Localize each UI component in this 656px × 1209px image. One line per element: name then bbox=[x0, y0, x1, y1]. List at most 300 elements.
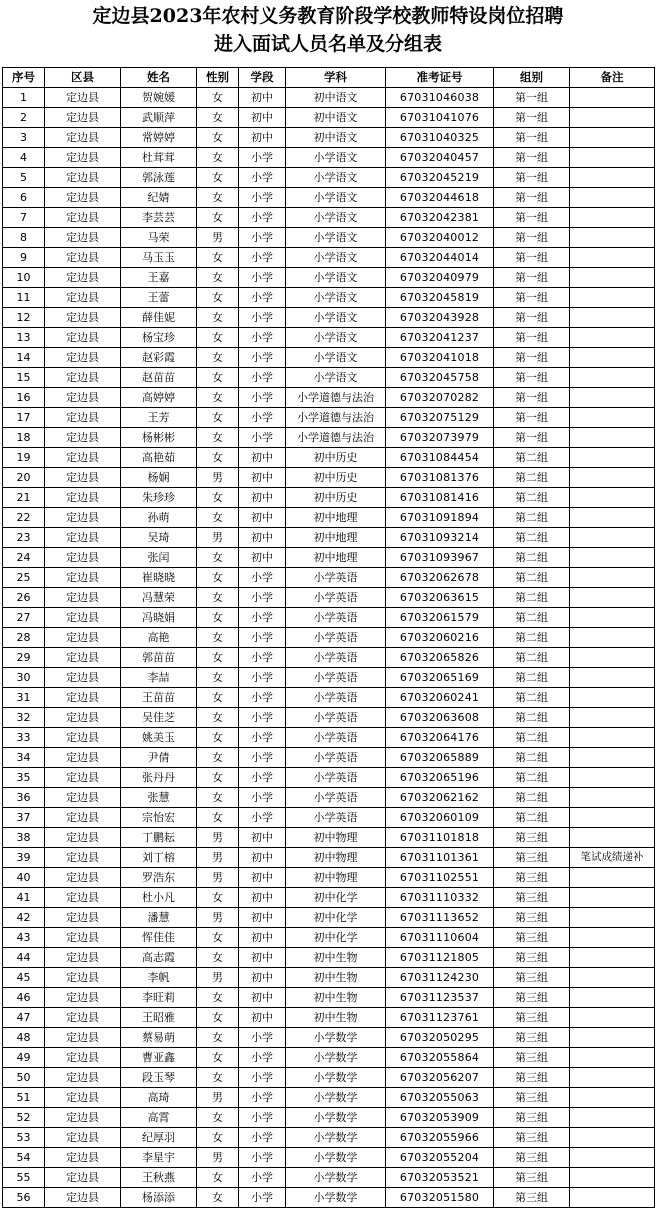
table-row bbox=[3, 288, 655, 308]
cell-exam-id: 67032055966 bbox=[386, 1128, 494, 1148]
cell-index: 51 bbox=[3, 1088, 45, 1108]
cell-name: 常婷婷 bbox=[121, 128, 197, 148]
cell-index: 43 bbox=[3, 928, 45, 948]
cell-name: 段玉琴 bbox=[121, 1068, 197, 1088]
document-title-line2: 进入面试人员名单及分组表 bbox=[213, 33, 442, 55]
cell-subject: 小学英语 bbox=[286, 568, 386, 588]
cell-gender: 女 bbox=[197, 948, 239, 968]
header-county: 区县 bbox=[45, 68, 121, 88]
cell-note bbox=[570, 1068, 655, 1088]
cell-gender: 女 bbox=[197, 788, 239, 808]
cell-group: 第一组 bbox=[494, 328, 570, 348]
cell-exam-id: 67032043928 bbox=[386, 308, 494, 328]
cell-county: 定边县 bbox=[45, 1088, 121, 1108]
cell-stage: 小学 bbox=[239, 1168, 286, 1188]
table-row bbox=[3, 868, 655, 888]
cell-note bbox=[570, 288, 655, 308]
cell-subject: 初中历史 bbox=[286, 448, 386, 468]
cell-name: 郭泳莲 bbox=[121, 168, 197, 188]
cell-name: 尹倩 bbox=[121, 748, 197, 768]
cell-group: 第二组 bbox=[494, 608, 570, 628]
cell-note bbox=[570, 908, 655, 928]
cell-exam-id: 67032041237 bbox=[386, 328, 494, 348]
cell-note bbox=[570, 628, 655, 648]
cell-gender: 女 bbox=[197, 148, 239, 168]
table-row bbox=[3, 148, 655, 168]
cell-group: 第三组 bbox=[494, 968, 570, 988]
cell-index: 5 bbox=[3, 168, 45, 188]
cell-exam-id: 67031041076 bbox=[386, 108, 494, 128]
cell-group: 第二组 bbox=[494, 588, 570, 608]
cell-subject: 初中物理 bbox=[286, 828, 386, 848]
cell-name: 武顺萍 bbox=[121, 108, 197, 128]
cell-index: 31 bbox=[3, 688, 45, 708]
cell-county: 定边县 bbox=[45, 428, 121, 448]
cell-subject: 小学语文 bbox=[286, 248, 386, 268]
cell-stage: 小学 bbox=[239, 268, 286, 288]
cell-subject: 初中化学 bbox=[286, 928, 386, 948]
cell-group: 第一组 bbox=[494, 188, 570, 208]
cell-stage: 初中 bbox=[239, 988, 286, 1008]
cell-note bbox=[570, 808, 655, 828]
cell-exam-id: 67031121805 bbox=[386, 948, 494, 968]
cell-group: 第二组 bbox=[494, 768, 570, 788]
cell-stage: 初中 bbox=[239, 848, 286, 868]
cell-name: 冯晓娟 bbox=[121, 608, 197, 628]
table-row bbox=[3, 368, 655, 388]
cell-gender: 男 bbox=[197, 1088, 239, 1108]
cell-county: 定边县 bbox=[45, 108, 121, 128]
table-row bbox=[3, 1088, 655, 1108]
cell-index: 3 bbox=[3, 128, 45, 148]
cell-exam-id: 67031110332 bbox=[386, 888, 494, 908]
cell-stage: 小学 bbox=[239, 428, 286, 448]
cell-subject: 初中地理 bbox=[286, 548, 386, 568]
cell-name: 高艳 bbox=[121, 628, 197, 648]
table-row bbox=[3, 1148, 655, 1168]
cell-county: 定边县 bbox=[45, 268, 121, 288]
cell-county: 定边县 bbox=[45, 968, 121, 988]
cell-exam-id: 67032040979 bbox=[386, 268, 494, 288]
cell-county: 定边县 bbox=[45, 608, 121, 628]
cell-county: 定边县 bbox=[45, 568, 121, 588]
cell-stage: 小学 bbox=[239, 588, 286, 608]
cell-gender: 男 bbox=[197, 468, 239, 488]
cell-subject: 小学语文 bbox=[286, 368, 386, 388]
cell-name: 张闰 bbox=[121, 548, 197, 568]
cell-county: 定边县 bbox=[45, 748, 121, 768]
cell-note bbox=[570, 1088, 655, 1108]
table-row bbox=[3, 848, 655, 868]
cell-subject: 小学语文 bbox=[286, 188, 386, 208]
cell-stage: 小学 bbox=[239, 348, 286, 368]
cell-note bbox=[570, 108, 655, 128]
cell-county: 定边县 bbox=[45, 1148, 121, 1168]
cell-name: 王秋燕 bbox=[121, 1168, 197, 1188]
cell-index: 26 bbox=[3, 588, 45, 608]
cell-note bbox=[570, 768, 655, 788]
cell-exam-id: 67032060109 bbox=[386, 808, 494, 828]
cell-stage: 初中 bbox=[239, 88, 286, 108]
cell-subject: 小学英语 bbox=[286, 708, 386, 728]
cell-stage: 小学 bbox=[239, 388, 286, 408]
cell-name: 王芳 bbox=[121, 408, 197, 428]
cell-stage: 小学 bbox=[239, 188, 286, 208]
cell-name: 高艳茹 bbox=[121, 448, 197, 468]
cell-note bbox=[570, 1108, 655, 1128]
cell-stage: 初中 bbox=[239, 948, 286, 968]
cell-stage: 小学 bbox=[239, 1128, 286, 1148]
cell-index: 17 bbox=[3, 408, 45, 428]
cell-exam-id: 67032065169 bbox=[386, 668, 494, 688]
cell-index: 19 bbox=[3, 448, 45, 468]
cell-county: 定边县 bbox=[45, 248, 121, 268]
cell-name: 王蕾 bbox=[121, 288, 197, 308]
cell-name: 李芸芸 bbox=[121, 208, 197, 228]
cell-group: 第二组 bbox=[494, 488, 570, 508]
cell-stage: 小学 bbox=[239, 1048, 286, 1068]
table-row bbox=[3, 408, 655, 428]
cell-stage: 小学 bbox=[239, 1028, 286, 1048]
table-row bbox=[3, 548, 655, 568]
cell-county: 定边县 bbox=[45, 1068, 121, 1088]
cell-group: 第三组 bbox=[494, 1068, 570, 1088]
cell-gender: 女 bbox=[197, 208, 239, 228]
cell-name: 吴佳芝 bbox=[121, 708, 197, 728]
cell-exam-id: 67032055063 bbox=[386, 1088, 494, 1108]
cell-exam-id: 67032053909 bbox=[386, 1108, 494, 1128]
cell-name: 崔晓晓 bbox=[121, 568, 197, 588]
cell-exam-id: 67032061579 bbox=[386, 608, 494, 628]
header-group: 组别 bbox=[494, 68, 570, 88]
cell-stage: 小学 bbox=[239, 328, 286, 348]
cell-group: 第一组 bbox=[494, 388, 570, 408]
cell-subject: 初中地理 bbox=[286, 508, 386, 528]
cell-exam-id: 67032050295 bbox=[386, 1028, 494, 1048]
cell-exam-id: 67032044618 bbox=[386, 188, 494, 208]
cell-county: 定边县 bbox=[45, 228, 121, 248]
cell-note bbox=[570, 188, 655, 208]
cell-note bbox=[570, 708, 655, 728]
cell-index: 8 bbox=[3, 228, 45, 248]
cell-index: 29 bbox=[3, 648, 45, 668]
cell-subject: 小学语文 bbox=[286, 308, 386, 328]
table-row bbox=[3, 828, 655, 848]
cell-county: 定边县 bbox=[45, 928, 121, 948]
cell-index: 1 bbox=[3, 88, 45, 108]
cell-exam-id: 67031040325 bbox=[386, 128, 494, 148]
cell-stage: 小学 bbox=[239, 248, 286, 268]
cell-index: 39 bbox=[3, 848, 45, 868]
cell-exam-id: 67031101361 bbox=[386, 848, 494, 868]
cell-group: 第二组 bbox=[494, 508, 570, 528]
cell-subject: 小学数学 bbox=[286, 1048, 386, 1068]
cell-group: 第一组 bbox=[494, 228, 570, 248]
table-row bbox=[3, 908, 655, 928]
cell-stage: 初中 bbox=[239, 488, 286, 508]
cell-name: 杨彬彬 bbox=[121, 428, 197, 448]
table-row bbox=[3, 788, 655, 808]
cell-gender: 女 bbox=[197, 428, 239, 448]
cell-gender: 女 bbox=[197, 1128, 239, 1148]
cell-group: 第三组 bbox=[494, 828, 570, 848]
cell-note bbox=[570, 588, 655, 608]
header-index: 序号 bbox=[3, 68, 45, 88]
cell-county: 定边县 bbox=[45, 1028, 121, 1048]
cell-index: 15 bbox=[3, 368, 45, 388]
cell-subject: 小学数学 bbox=[286, 1108, 386, 1128]
cell-stage: 初中 bbox=[239, 868, 286, 888]
cell-gender: 女 bbox=[197, 388, 239, 408]
cell-stage: 小学 bbox=[239, 608, 286, 628]
cell-index: 20 bbox=[3, 468, 45, 488]
cell-note bbox=[570, 368, 655, 388]
cell-exam-id: 67032073979 bbox=[386, 428, 494, 448]
cell-county: 定边县 bbox=[45, 868, 121, 888]
cell-note bbox=[570, 748, 655, 768]
cell-stage: 小学 bbox=[239, 1068, 286, 1088]
cell-stage: 小学 bbox=[239, 748, 286, 768]
cell-exam-id: 67032055864 bbox=[386, 1048, 494, 1068]
cell-stage: 小学 bbox=[239, 708, 286, 728]
cell-subject: 小学道德与法治 bbox=[286, 428, 386, 448]
cell-name: 曹亚鑫 bbox=[121, 1048, 197, 1068]
cell-index: 47 bbox=[3, 1008, 45, 1028]
cell-exam-id: 67032055204 bbox=[386, 1148, 494, 1168]
cell-note bbox=[570, 788, 655, 808]
cell-stage: 小学 bbox=[239, 168, 286, 188]
cell-stage: 小学 bbox=[239, 728, 286, 748]
cell-subject: 小学数学 bbox=[286, 1068, 386, 1088]
table-row bbox=[3, 128, 655, 148]
cell-subject: 初中生物 bbox=[286, 1008, 386, 1028]
cell-index: 34 bbox=[3, 748, 45, 768]
cell-group: 第二组 bbox=[494, 728, 570, 748]
cell-note bbox=[570, 828, 655, 848]
cell-exam-id: 67032063615 bbox=[386, 588, 494, 608]
table-row bbox=[3, 88, 655, 108]
cell-name: 高婷婷 bbox=[121, 388, 197, 408]
table-row bbox=[3, 168, 655, 188]
cell-group: 第三组 bbox=[494, 1008, 570, 1028]
cell-group: 第二组 bbox=[494, 808, 570, 828]
table-row bbox=[3, 348, 655, 368]
cell-county: 定边县 bbox=[45, 1168, 121, 1188]
cell-county: 定边县 bbox=[45, 688, 121, 708]
cell-exam-id: 67032045758 bbox=[386, 368, 494, 388]
cell-exam-id: 67032065196 bbox=[386, 768, 494, 788]
cell-gender: 女 bbox=[197, 288, 239, 308]
table-row bbox=[3, 448, 655, 468]
cell-group: 第一组 bbox=[494, 128, 570, 148]
cell-gender: 女 bbox=[197, 588, 239, 608]
table-row bbox=[3, 608, 655, 628]
cell-subject: 小学英语 bbox=[286, 748, 386, 768]
cell-subject: 小学数学 bbox=[286, 1128, 386, 1148]
cell-index: 48 bbox=[3, 1028, 45, 1048]
cell-index: 38 bbox=[3, 828, 45, 848]
cell-subject: 小学英语 bbox=[286, 768, 386, 788]
cell-index: 56 bbox=[3, 1188, 45, 1208]
cell-gender: 女 bbox=[197, 888, 239, 908]
cell-index: 33 bbox=[3, 728, 45, 748]
table-row bbox=[3, 388, 655, 408]
cell-index: 12 bbox=[3, 308, 45, 328]
cell-gender: 女 bbox=[197, 248, 239, 268]
cell-subject: 小学道德与法治 bbox=[286, 408, 386, 428]
cell-gender: 男 bbox=[197, 868, 239, 888]
cell-group: 第二组 bbox=[494, 708, 570, 728]
table-row bbox=[3, 508, 655, 528]
cell-note bbox=[570, 88, 655, 108]
cell-name: 丁鹏耘 bbox=[121, 828, 197, 848]
cell-note bbox=[570, 988, 655, 1008]
table-row bbox=[3, 688, 655, 708]
header-name: 姓名 bbox=[121, 68, 197, 88]
cell-note bbox=[570, 948, 655, 968]
cell-name: 王嘉 bbox=[121, 268, 197, 288]
table-row bbox=[3, 228, 655, 248]
cell-gender: 女 bbox=[197, 308, 239, 328]
cell-stage: 小学 bbox=[239, 1188, 286, 1208]
table-row bbox=[3, 1008, 655, 1028]
cell-stage: 初中 bbox=[239, 128, 286, 148]
cell-index: 14 bbox=[3, 348, 45, 368]
cell-county: 定边县 bbox=[45, 948, 121, 968]
cell-group: 第三组 bbox=[494, 1128, 570, 1148]
cell-subject: 小学道德与法治 bbox=[286, 388, 386, 408]
cell-note bbox=[570, 1148, 655, 1168]
cell-index: 6 bbox=[3, 188, 45, 208]
cell-exam-id: 67032075129 bbox=[386, 408, 494, 428]
table-row bbox=[3, 468, 655, 488]
cell-county: 定边县 bbox=[45, 548, 121, 568]
table-row bbox=[3, 108, 655, 128]
cell-stage: 小学 bbox=[239, 1088, 286, 1108]
cell-exam-id: 67031113652 bbox=[386, 908, 494, 928]
cell-exam-id: 67032062678 bbox=[386, 568, 494, 588]
table-row bbox=[3, 1028, 655, 1048]
cell-exam-id: 67031046038 bbox=[386, 88, 494, 108]
cell-gender: 女 bbox=[197, 188, 239, 208]
cell-name: 宗怡宏 bbox=[121, 808, 197, 828]
cell-index: 9 bbox=[3, 248, 45, 268]
cell-note bbox=[570, 528, 655, 548]
cell-name: 李帆 bbox=[121, 968, 197, 988]
cell-note: 笔试成绩递补 bbox=[570, 848, 655, 868]
cell-gender: 女 bbox=[197, 368, 239, 388]
cell-subject: 初中语文 bbox=[286, 128, 386, 148]
cell-exam-id: 67032064176 bbox=[386, 728, 494, 748]
cell-group: 第一组 bbox=[494, 288, 570, 308]
cell-group: 第一组 bbox=[494, 348, 570, 368]
cell-name: 王苗苗 bbox=[121, 688, 197, 708]
cell-group: 第三组 bbox=[494, 1168, 570, 1188]
cell-exam-id: 67032060241 bbox=[386, 688, 494, 708]
cell-index: 36 bbox=[3, 788, 45, 808]
cell-index: 22 bbox=[3, 508, 45, 528]
cell-group: 第三组 bbox=[494, 1028, 570, 1048]
cell-subject: 小学英语 bbox=[286, 728, 386, 748]
cell-group: 第三组 bbox=[494, 1148, 570, 1168]
cell-county: 定边县 bbox=[45, 128, 121, 148]
cell-stage: 初中 bbox=[239, 108, 286, 128]
cell-gender: 女 bbox=[197, 128, 239, 148]
cell-group: 第二组 bbox=[494, 788, 570, 808]
cell-group: 第三组 bbox=[494, 928, 570, 948]
cell-name: 贺婉媛 bbox=[121, 88, 197, 108]
cell-county: 定边县 bbox=[45, 168, 121, 188]
cell-exam-id: 67032045219 bbox=[386, 168, 494, 188]
cell-note bbox=[570, 548, 655, 568]
cell-note bbox=[570, 1028, 655, 1048]
cell-name: 李星宇 bbox=[121, 1148, 197, 1168]
cell-subject: 小学语文 bbox=[286, 228, 386, 248]
cell-index: 37 bbox=[3, 808, 45, 828]
table-row bbox=[3, 708, 655, 728]
cell-gender: 男 bbox=[197, 908, 239, 928]
cell-stage: 小学 bbox=[239, 568, 286, 588]
cell-county: 定边县 bbox=[45, 468, 121, 488]
cell-note bbox=[570, 228, 655, 248]
cell-note bbox=[570, 728, 655, 748]
cell-gender: 男 bbox=[197, 528, 239, 548]
cell-exam-id: 67031093967 bbox=[386, 548, 494, 568]
cell-index: 16 bbox=[3, 388, 45, 408]
cell-subject: 小学语文 bbox=[286, 288, 386, 308]
cell-name: 杜茸茸 bbox=[121, 148, 197, 168]
cell-subject: 初中生物 bbox=[286, 988, 386, 1008]
cell-exam-id: 67031081376 bbox=[386, 468, 494, 488]
cell-note bbox=[570, 568, 655, 588]
cell-subject: 小学英语 bbox=[286, 788, 386, 808]
cell-index: 44 bbox=[3, 948, 45, 968]
cell-gender: 女 bbox=[197, 88, 239, 108]
cell-stage: 初中 bbox=[239, 968, 286, 988]
cell-name: 薛佳妮 bbox=[121, 308, 197, 328]
cell-note bbox=[570, 128, 655, 148]
cell-subject: 初中生物 bbox=[286, 968, 386, 988]
cell-index: 18 bbox=[3, 428, 45, 448]
cell-gender: 男 bbox=[197, 848, 239, 868]
cell-stage: 初中 bbox=[239, 1008, 286, 1028]
cell-subject: 初中化学 bbox=[286, 908, 386, 928]
cell-name: 潘慧 bbox=[121, 908, 197, 928]
cell-note bbox=[570, 428, 655, 448]
cell-index: 52 bbox=[3, 1108, 45, 1128]
cell-group: 第三组 bbox=[494, 1188, 570, 1208]
cell-county: 定边县 bbox=[45, 408, 121, 428]
cell-stage: 初中 bbox=[239, 508, 286, 528]
cell-county: 定边县 bbox=[45, 288, 121, 308]
table-row bbox=[3, 1108, 655, 1128]
table-row bbox=[3, 588, 655, 608]
cell-exam-id: 67032041018 bbox=[386, 348, 494, 368]
cell-exam-id: 67032040012 bbox=[386, 228, 494, 248]
cell-gender: 女 bbox=[197, 1188, 239, 1208]
cell-note bbox=[570, 348, 655, 368]
table-row bbox=[3, 308, 655, 328]
cell-note bbox=[570, 168, 655, 188]
cell-gender: 女 bbox=[197, 508, 239, 528]
cell-name: 刘丁榕 bbox=[121, 848, 197, 868]
cell-group: 第三组 bbox=[494, 948, 570, 968]
cell-name: 朱珍珍 bbox=[121, 488, 197, 508]
cell-county: 定边县 bbox=[45, 188, 121, 208]
cell-group: 第二组 bbox=[494, 668, 570, 688]
cell-name: 冯慧荣 bbox=[121, 588, 197, 608]
cell-name: 张慧 bbox=[121, 788, 197, 808]
